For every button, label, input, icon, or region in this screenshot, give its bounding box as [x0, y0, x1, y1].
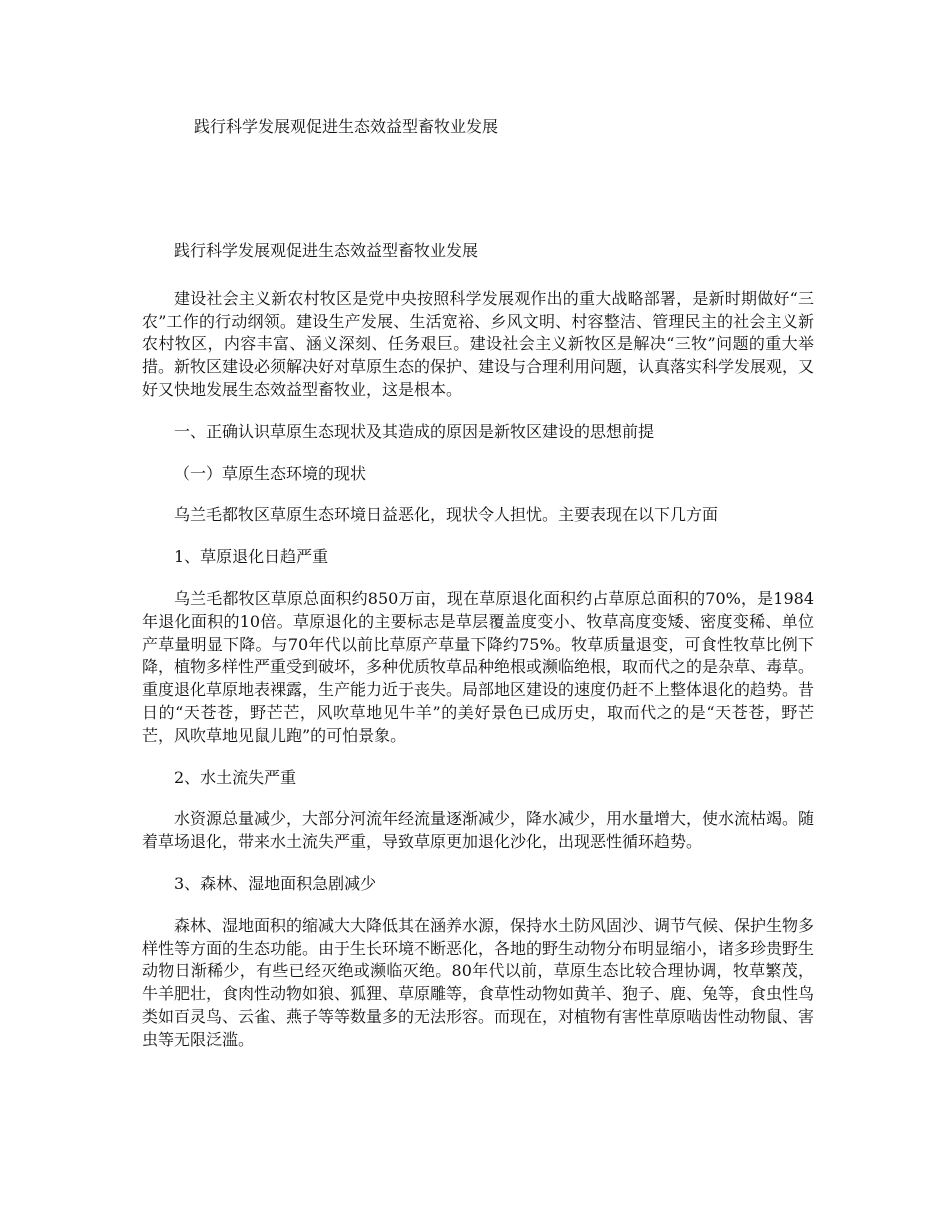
paragraph-forest-wetland: 森林、湿地面积的缩减大大降低其在涵养水源，保持水土防风固沙、调节气候、保护生物多样性等方面的生态功能。由于生长环境不断恶化，各地的野生动物分布明显缩小，诸多珍贵野生动物日渐稀少，有些已经灭绝或濒临灭绝。80年代以前，草原生态比较合理协调，牧草繁茂，牛羊肥壮，食肉性动物如狼、狐狸、草原雕等，食草性动物如黄羊、狍子、鹿、兔等，食虫性鸟类如百灵鸟、云雀、燕子等等数量多的无法形容。而现在，对植物有害性草原啮齿性动物鼠、害虫等无限泛滥。 [142, 915, 815, 1049]
subsection-heading-1: （一）草原生态环境的现状 [174, 463, 367, 483]
paragraph-status: 乌兰毛都牧区草原生态环境日益恶化，现状令人担忧。主要表现在以下几方面 [174, 505, 719, 525]
item-heading-3: 3、森林、湿地面积急剧减少 [174, 873, 377, 893]
document-title: 践行科学发展观促进生态效益型畜牧业发展 [194, 117, 499, 136]
item-heading-2: 2、水土流失严重 [174, 767, 297, 787]
paragraph-soil-erosion: 水资源总量减少，大部分河流年经流量逐渐减少，降水减少，用水量增大，使水流枯竭。随着草场退化，带来水土流失严重，导致草原更加退化沙化，出现恶性循环趋势。 [142, 809, 815, 852]
paragraph-degradation: 乌兰毛都牧区草原总面积约850万亩，现在草原退化面积约占草原总面积的70%，是1984年退化面积的10倍。草原退化的主要标志是草层覆盖度变小、牧草高度变矮、密度变稀、单位产草量明显下降。与70年代以前比草原产草量下降约75%。牧草质量退变，可食性牧草比例下降，植物多样性严重受到破坏，多种优质牧草品种绝根或濒临绝根，取而代之的是杂草、毒草。重度退化草原地表裸露，生产能力近于丧失。局部地区建设的速度仍赶不上整体退化的趋势。昔日的“天苍苍，野芒芒，风吹草地见牛羊”的美好景色已成历史，取而代之的是“天苍苍，野芒芒，风吹草地见鼠儿跑”的可怕景象。 [142, 588, 815, 745]
document-body [142, 240, 814, 1071]
paragraph-intro: 建设社会主义新农村牧区是党中央按照科学发展观作出的重大战略部署，是新时期做好“三农”工作的行动纲领。建设生产发展、生活宽裕、乡风文明、村容整洁、管理民主的社会主义新农村牧区，内容丰富、涵义深刻、任务艰巨。建设社会主义新牧区是解决“三牧”问题的重大举措。新牧区建设必须解决好对草原生态的保护、建设与合理利用问题，认真落实科学发展观，又好又快地发展生态效益型畜牧业，这是根本。 [142, 288, 815, 399]
item-heading-1: 1、草原退化日趋严重 [174, 547, 329, 567]
document-subtitle: 践行科学发展观促进生态效益型畜牧业发展 [174, 241, 479, 260]
section-heading-1: 一、正确认识草原生态现状及其造成的原因是新牧区建设的思想前提 [174, 421, 655, 441]
